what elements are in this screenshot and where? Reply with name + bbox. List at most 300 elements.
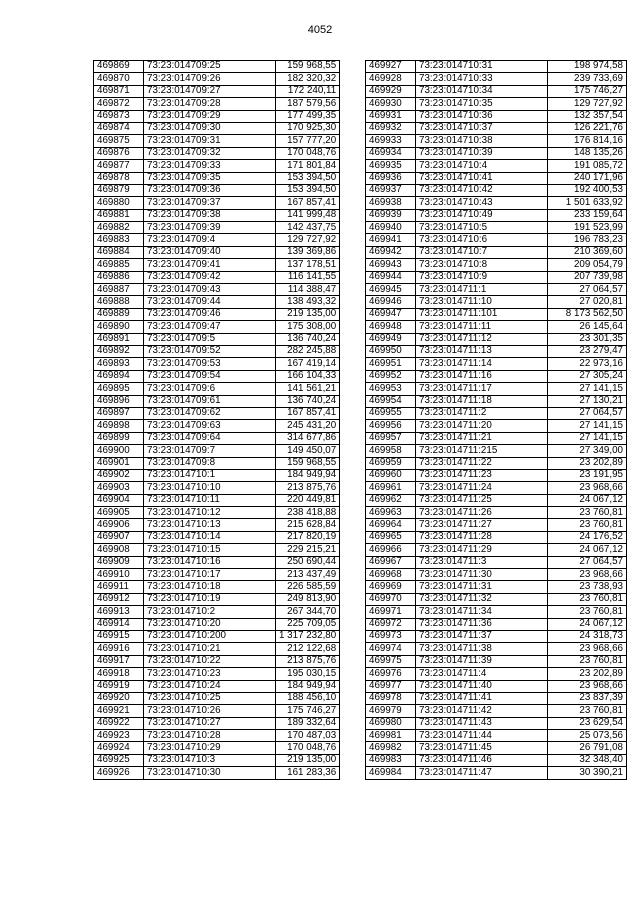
value-cell: 161 283,36	[276, 767, 340, 779]
cadastral-number-cell: 73:23:014710:33	[416, 73, 548, 85]
row-id-cell: 469901	[94, 457, 144, 469]
cadastral-number-cell: 73:23:014709:7	[144, 445, 276, 457]
row-id-cell: 469946	[366, 296, 416, 308]
row-id-cell: 469952	[366, 370, 416, 382]
row-id-cell: 469960	[366, 469, 416, 481]
value-cell: 137 178,51	[276, 259, 340, 271]
table-row	[366, 717, 627, 729]
table-row	[366, 383, 627, 395]
value-cell: 23 760,81	[548, 507, 627, 519]
table-row	[94, 420, 340, 432]
table-row	[94, 85, 340, 97]
row-id-cell: 469944	[366, 271, 416, 283]
table-row	[94, 494, 340, 506]
table-row	[94, 668, 340, 680]
row-id-cell: 469945	[366, 284, 416, 296]
table-row	[366, 246, 627, 258]
cadastral-number-cell: 73:23:014710:19	[144, 593, 276, 605]
cadastral-number-cell: 73:23:014711:215	[416, 445, 548, 457]
row-id-cell: 469923	[94, 730, 144, 742]
table-row	[94, 407, 340, 419]
cadastral-number-cell: 73:23:014710:34	[416, 85, 548, 97]
table-row	[366, 172, 627, 184]
table-row	[366, 197, 627, 209]
table-row	[94, 197, 340, 209]
cadastral-number-cell: 73:23:014710:37	[416, 122, 548, 134]
value-cell: 27 141,15	[548, 432, 627, 444]
table-row	[366, 271, 627, 283]
value-cell: 219 135,00	[276, 754, 340, 766]
cadastral-number-cell: 73:23:014711:2	[416, 407, 548, 419]
row-id-cell: 469978	[366, 692, 416, 704]
cadastral-number-cell: 73:23:014709:54	[144, 370, 276, 382]
value-cell: 182 320,32	[276, 73, 340, 85]
value-cell: 245 431,20	[276, 420, 340, 432]
cadastral-number-cell: 73:23:014709:27	[144, 85, 276, 97]
value-cell: 195 030,15	[276, 668, 340, 680]
row-id-cell: 469881	[94, 209, 144, 221]
value-cell: 238 418,88	[276, 507, 340, 519]
cadastral-number-cell: 73:23:014711:18	[416, 395, 548, 407]
row-id-cell: 469904	[94, 494, 144, 506]
value-cell: 27 141,15	[548, 420, 627, 432]
table-row	[94, 445, 340, 457]
cadastral-number-cell: 73:23:014710:42	[416, 184, 548, 196]
row-id-cell: 469898	[94, 420, 144, 432]
cadastral-number-cell: 73:23:014710:16	[144, 556, 276, 568]
row-id-cell: 469921	[94, 705, 144, 717]
cadastral-number-cell: 73:23:014709:63	[144, 420, 276, 432]
value-cell: 226 585,59	[276, 581, 340, 593]
value-cell: 27 141,15	[548, 383, 627, 395]
table-row	[94, 333, 340, 345]
row-id-cell: 469878	[94, 172, 144, 184]
cadastral-number-cell: 73:23:014709:5	[144, 333, 276, 345]
row-id-cell: 469910	[94, 569, 144, 581]
cadastral-number-cell: 73:23:014711:34	[416, 606, 548, 618]
cadastral-number-cell: 73:23:014711:40	[416, 680, 548, 692]
table-row	[94, 593, 340, 605]
value-cell: 225 709,05	[276, 618, 340, 630]
table-row	[366, 308, 627, 320]
cadastral-number-cell: 73:23:014710:28	[144, 730, 276, 742]
cadastral-number-cell: 73:23:014709:26	[144, 73, 276, 85]
cadastral-number-cell: 73:23:014710:14	[144, 531, 276, 543]
row-id-cell: 469965	[366, 531, 416, 543]
cadastral-number-cell: 73:23:014709:28	[144, 98, 276, 110]
value-cell: 213 437,49	[276, 569, 340, 581]
row-id-cell: 469905	[94, 507, 144, 519]
table-row	[366, 556, 627, 568]
value-cell: 282 245,88	[276, 345, 340, 357]
cadastral-number-cell: 73:23:014711:10	[416, 296, 548, 308]
cadastral-number-cell: 73:23:014709:35	[144, 172, 276, 184]
cadastral-number-cell: 73:23:014709:41	[144, 259, 276, 271]
cadastral-number-cell: 73:23:014711:101	[416, 308, 548, 320]
cadastral-number-cell: 73:23:014709:39	[144, 222, 276, 234]
value-cell: 220 449,81	[276, 494, 340, 506]
table-row	[94, 259, 340, 271]
row-id-cell: 469871	[94, 85, 144, 97]
table-row	[94, 271, 340, 283]
cadastral-number-cell: 73:23:014709:46	[144, 308, 276, 320]
value-cell: 249 813,90	[276, 593, 340, 605]
value-cell: 30 390,21	[548, 767, 627, 779]
row-id-cell: 469938	[366, 197, 416, 209]
row-id-cell: 469875	[94, 135, 144, 147]
value-cell: 213 875,76	[276, 482, 340, 494]
cadastral-number-cell: 73:23:014710:5	[416, 222, 548, 234]
cadastral-number-cell: 73:23:014709:30	[144, 122, 276, 134]
row-id-cell: 469903	[94, 482, 144, 494]
row-id-cell: 469937	[366, 184, 416, 196]
value-cell: 138 493,32	[276, 296, 340, 308]
table-row	[366, 482, 627, 494]
table-row	[94, 73, 340, 85]
row-id-cell: 469894	[94, 370, 144, 382]
table-row	[366, 767, 627, 779]
table-row	[94, 432, 340, 444]
table-row	[366, 606, 627, 618]
cadastral-number-cell: 73:23:014709:29	[144, 110, 276, 122]
table-row	[366, 135, 627, 147]
cadastral-number-cell: 73:23:014710:10	[144, 482, 276, 494]
cadastral-number-cell: 73:23:014710:39	[416, 147, 548, 159]
row-id-cell: 469964	[366, 519, 416, 531]
value-cell: 148 135,26	[548, 147, 627, 159]
row-id-cell: 469924	[94, 742, 144, 754]
cadastral-number-cell: 73:23:014711:23	[416, 469, 548, 481]
table-row	[366, 469, 627, 481]
value-cell: 23 760,81	[548, 655, 627, 667]
table-row	[94, 209, 340, 221]
value-cell: 27 064,57	[548, 284, 627, 296]
cadastral-number-cell: 73:23:014711:22	[416, 457, 548, 469]
row-id-cell: 469906	[94, 519, 144, 531]
row-id-cell: 469869	[94, 61, 144, 73]
row-id-cell: 469957	[366, 432, 416, 444]
table-row	[94, 544, 340, 556]
cadastral-number-cell: 73:23:014711:11	[416, 321, 548, 333]
row-id-cell: 469929	[366, 85, 416, 97]
table-row	[94, 222, 340, 234]
table-row	[366, 432, 627, 444]
row-id-cell: 469886	[94, 271, 144, 283]
value-cell: 187 579,56	[276, 98, 340, 110]
cadastral-number-cell: 73:23:014711:32	[416, 593, 548, 605]
cadastral-number-cell: 73:23:014711:21	[416, 432, 548, 444]
cadastral-number-cell: 73:23:014711:16	[416, 370, 548, 382]
cadastral-number-cell: 73:23:014709:47	[144, 321, 276, 333]
value-cell: 1 501 633,92	[548, 197, 627, 209]
table-row	[94, 630, 340, 642]
cadastral-number-cell: 73:23:014710:41	[416, 172, 548, 184]
table-row	[366, 742, 627, 754]
value-cell: 23 968,66	[548, 643, 627, 655]
row-id-cell: 469883	[94, 234, 144, 246]
cadastral-number-cell: 73:23:014711:26	[416, 507, 548, 519]
table-row	[366, 122, 627, 134]
value-cell: 8 173 562,50	[548, 308, 627, 320]
table-row	[366, 296, 627, 308]
value-cell: 314 677,86	[276, 432, 340, 444]
value-cell: 167 857,41	[276, 407, 340, 419]
value-cell: 170 048,76	[276, 147, 340, 159]
table-row	[366, 147, 627, 159]
row-id-cell: 469983	[366, 754, 416, 766]
value-cell: 217 820,19	[276, 531, 340, 543]
value-cell: 240 171,96	[548, 172, 627, 184]
row-id-cell: 469948	[366, 321, 416, 333]
value-cell: 25 073,56	[548, 730, 627, 742]
value-cell: 27 020,81	[548, 296, 627, 308]
table-row	[366, 593, 627, 605]
cadastral-number-cell: 73:23:014710:7	[416, 246, 548, 258]
value-cell: 171 801,84	[276, 160, 340, 172]
value-cell: 27 064,57	[548, 407, 627, 419]
left-table-body	[94, 61, 340, 780]
row-id-cell: 469977	[366, 680, 416, 692]
cadastral-number-cell: 73:23:014711:41	[416, 692, 548, 704]
row-id-cell: 469922	[94, 717, 144, 729]
value-cell: 114 388,47	[276, 284, 340, 296]
cadastral-number-cell: 73:23:014710:21	[144, 643, 276, 655]
table-row	[366, 222, 627, 234]
table-row	[366, 358, 627, 370]
value-cell: 196 783,23	[548, 234, 627, 246]
cadastral-number-cell: 73:23:014711:13	[416, 345, 548, 357]
table-row	[366, 259, 627, 271]
row-id-cell: 469939	[366, 209, 416, 221]
value-cell: 23 968,66	[548, 482, 627, 494]
cadastral-number-cell: 73:23:014709:53	[144, 358, 276, 370]
table-row	[366, 234, 627, 246]
cadastral-number-cell: 73:23:014710:8	[416, 259, 548, 271]
row-id-cell: 469911	[94, 581, 144, 593]
row-id-cell: 469891	[94, 333, 144, 345]
value-cell: 141 561,21	[276, 383, 340, 395]
value-cell: 1 317 232,80	[276, 630, 340, 642]
table-row	[94, 246, 340, 258]
value-cell: 212 122,68	[276, 643, 340, 655]
cadastral-number-cell: 73:23:014710:2	[144, 606, 276, 618]
row-id-cell: 469953	[366, 383, 416, 395]
row-id-cell: 469984	[366, 767, 416, 779]
cadastral-number-cell: 73:23:014709:6	[144, 383, 276, 395]
value-cell: 213 875,76	[276, 655, 340, 667]
row-id-cell: 469975	[366, 655, 416, 667]
table-row	[366, 569, 627, 581]
table-row	[366, 110, 627, 122]
row-id-cell: 469919	[94, 680, 144, 692]
table-row	[94, 110, 340, 122]
row-id-cell: 469928	[366, 73, 416, 85]
table-row	[94, 556, 340, 568]
cadastral-number-cell: 73:23:014710:20	[144, 618, 276, 630]
table-row	[366, 333, 627, 345]
value-cell: 159 968,55	[276, 457, 340, 469]
table-row	[366, 519, 627, 531]
row-id-cell: 469941	[366, 234, 416, 246]
value-cell: 23 968,66	[548, 680, 627, 692]
cadastral-number-cell: 73:23:014710:30	[144, 767, 276, 779]
value-cell: 189 332,64	[276, 717, 340, 729]
cadastral-number-cell: 73:23:014711:27	[416, 519, 548, 531]
row-id-cell: 469940	[366, 222, 416, 234]
table-row	[94, 234, 340, 246]
table-row	[366, 445, 627, 457]
cadastral-number-cell: 73:23:014711:37	[416, 630, 548, 642]
row-id-cell: 469967	[366, 556, 416, 568]
value-cell: 23 279,47	[548, 345, 627, 357]
table-row	[366, 680, 627, 692]
row-id-cell: 469880	[94, 197, 144, 209]
table-row	[366, 407, 627, 419]
value-cell: 207 739,98	[548, 271, 627, 283]
table-row	[366, 457, 627, 469]
cadastral-number-cell: 73:23:014711:47	[416, 767, 548, 779]
table-row	[94, 482, 340, 494]
row-id-cell: 469932	[366, 122, 416, 134]
row-id-cell: 469872	[94, 98, 144, 110]
row-id-cell: 469949	[366, 333, 416, 345]
cadastral-number-cell: 73:23:014710:17	[144, 569, 276, 581]
table-row	[94, 321, 340, 333]
value-cell: 24 067,12	[548, 544, 627, 556]
row-id-cell: 469916	[94, 643, 144, 655]
table-row	[94, 680, 340, 692]
value-cell: 129 727,92	[276, 234, 340, 246]
table-row	[366, 61, 627, 73]
row-id-cell: 469907	[94, 531, 144, 543]
value-cell: 24 176,52	[548, 531, 627, 543]
table-row	[366, 284, 627, 296]
value-cell: 170 925,30	[276, 122, 340, 134]
row-id-cell: 469925	[94, 754, 144, 766]
cadastral-number-cell: 73:23:014709:4	[144, 234, 276, 246]
table-row	[366, 730, 627, 742]
table-row	[94, 147, 340, 159]
cadastral-number-cell: 73:23:014710:4	[416, 160, 548, 172]
row-id-cell: 469942	[366, 246, 416, 258]
row-id-cell: 469955	[366, 407, 416, 419]
value-cell: 153 394,50	[276, 172, 340, 184]
table-row	[366, 507, 627, 519]
table-row	[94, 395, 340, 407]
cadastral-number-cell: 73:23:014710:13	[144, 519, 276, 531]
row-id-cell: 469879	[94, 184, 144, 196]
value-cell: 27 349,00	[548, 445, 627, 457]
value-cell: 172 240,11	[276, 85, 340, 97]
row-id-cell: 469951	[366, 358, 416, 370]
value-cell: 184 949,94	[276, 680, 340, 692]
cadastral-number-cell: 73:23:014709:33	[144, 160, 276, 172]
cadastral-number-cell: 73:23:014710:25	[144, 692, 276, 704]
cadastral-number-cell: 73:23:014709:37	[144, 197, 276, 209]
row-id-cell: 469972	[366, 618, 416, 630]
value-cell: 209 054,79	[548, 259, 627, 271]
row-id-cell: 469934	[366, 147, 416, 159]
value-cell: 229 215,21	[276, 544, 340, 556]
row-id-cell: 469982	[366, 742, 416, 754]
cadastral-number-cell: 73:23:014710:27	[144, 717, 276, 729]
cadastral-number-cell: 73:23:014711:29	[416, 544, 548, 556]
row-id-cell: 469971	[366, 606, 416, 618]
cadastral-number-cell: 73:23:014711:46	[416, 754, 548, 766]
row-id-cell: 469950	[366, 345, 416, 357]
row-id-cell: 469968	[366, 569, 416, 581]
table-row	[366, 705, 627, 717]
cadastral-number-cell: 73:23:014710:26	[144, 705, 276, 717]
value-cell: 175 746,27	[548, 85, 627, 97]
value-cell: 23 301,35	[548, 333, 627, 345]
left-data-table	[93, 60, 340, 780]
cadastral-number-cell: 73:23:014711:39	[416, 655, 548, 667]
table-row	[94, 457, 340, 469]
table-row	[94, 61, 340, 73]
row-id-cell: 469909	[94, 556, 144, 568]
row-id-cell: 469915	[94, 630, 144, 642]
table-row	[94, 730, 340, 742]
cadastral-number-cell: 73:23:014710:6	[416, 234, 548, 246]
row-id-cell: 469943	[366, 259, 416, 271]
value-cell: 23 760,81	[548, 705, 627, 717]
row-id-cell: 469926	[94, 767, 144, 779]
value-cell: 210 369,60	[548, 246, 627, 258]
cadastral-number-cell: 73:23:014711:43	[416, 717, 548, 729]
table-row	[94, 655, 340, 667]
value-cell: 175 308,00	[276, 321, 340, 333]
value-cell: 27 130,21	[548, 395, 627, 407]
table-row	[94, 581, 340, 593]
cadastral-number-cell: 73:23:014711:3	[416, 556, 548, 568]
value-cell: 23 202,89	[548, 668, 627, 680]
cadastral-number-cell: 73:23:014711:45	[416, 742, 548, 754]
value-cell: 126 221,76	[548, 122, 627, 134]
value-cell: 215 628,84	[276, 519, 340, 531]
cadastral-number-cell: 73:23:014709:32	[144, 147, 276, 159]
value-cell: 132 357,54	[548, 110, 627, 122]
value-cell: 139 369,86	[276, 246, 340, 258]
value-cell: 176 814,16	[548, 135, 627, 147]
row-id-cell: 469874	[94, 122, 144, 134]
cadastral-number-cell: 73:23:014710:22	[144, 655, 276, 667]
value-cell: 23 760,81	[548, 593, 627, 605]
cadastral-number-cell: 73:23:014709:44	[144, 296, 276, 308]
cadastral-number-cell: 73:23:014710:43	[416, 197, 548, 209]
cadastral-number-cell: 73:23:014709:40	[144, 246, 276, 258]
value-cell: 27 064,57	[548, 556, 627, 568]
value-cell: 24 318,73	[548, 630, 627, 642]
cadastral-number-cell: 73:23:014710:12	[144, 507, 276, 519]
table-row	[366, 160, 627, 172]
row-id-cell: 469893	[94, 358, 144, 370]
value-cell: 24 067,12	[548, 618, 627, 630]
row-id-cell: 469899	[94, 432, 144, 444]
row-id-cell: 469896	[94, 395, 144, 407]
row-id-cell: 469885	[94, 259, 144, 271]
cadastral-number-cell: 73:23:014709:62	[144, 407, 276, 419]
value-cell: 170 487,03	[276, 730, 340, 742]
cadastral-number-cell: 73:23:014710:29	[144, 742, 276, 754]
cadastral-number-cell: 73:23:014710:36	[416, 110, 548, 122]
cadastral-number-cell: 73:23:014710:200	[144, 630, 276, 642]
value-cell: 23 760,81	[548, 519, 627, 531]
table-row	[366, 630, 627, 642]
value-cell: 23 837,39	[548, 692, 627, 704]
value-cell: 267 344,70	[276, 606, 340, 618]
row-id-cell: 469895	[94, 383, 144, 395]
